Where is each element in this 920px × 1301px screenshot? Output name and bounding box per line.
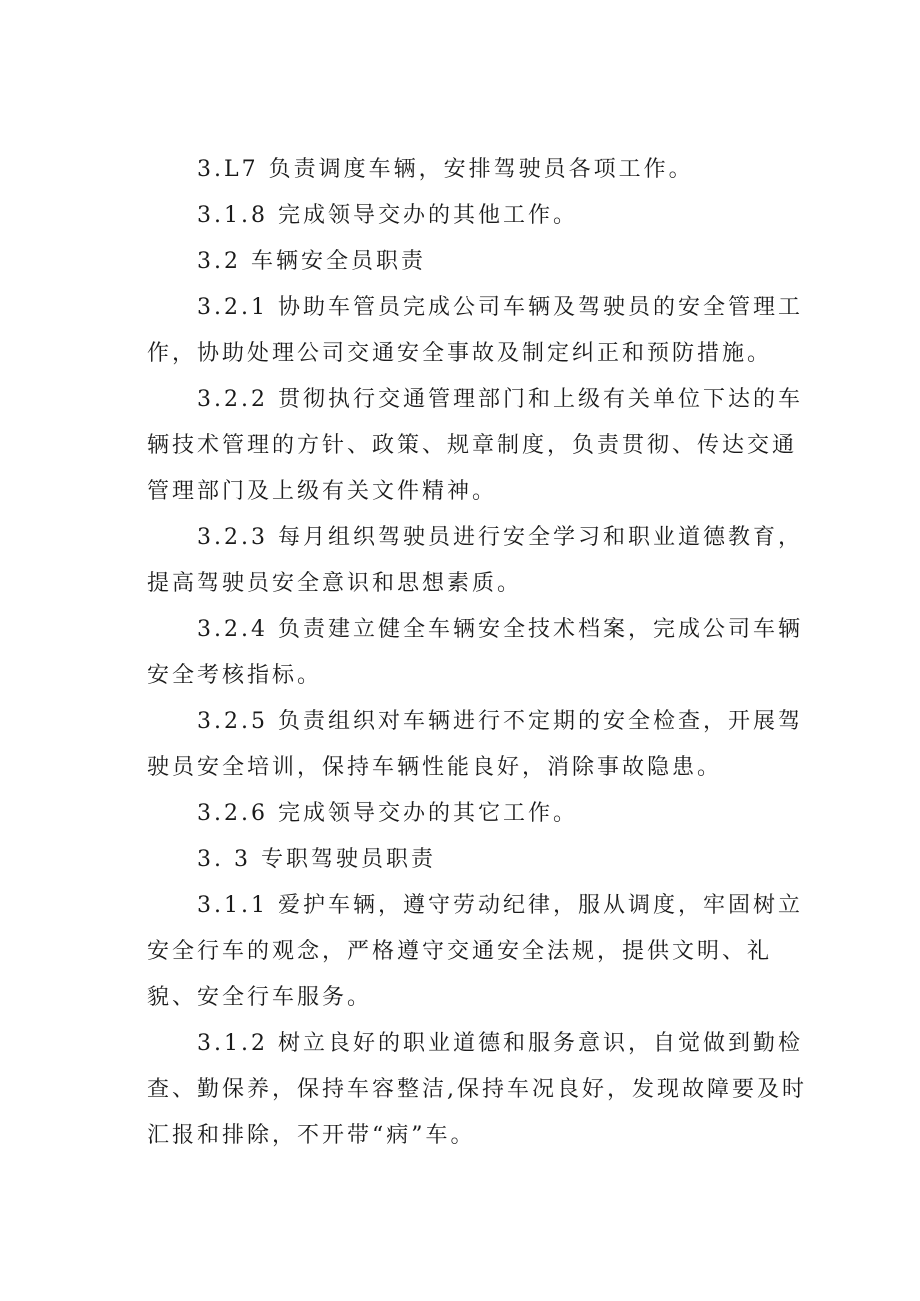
paragraph-3-2-4: 3.2.4 负责建立健全车辆安全技术档案，完成公司车辆安全考核指标。: [147, 617, 803, 688]
paragraph-3-1-1: 3.1.1 爱护车辆，遵守劳动纪律，服从调度，牢固树立安全行车的观念，严格遵守交通安全法规，提供文明、礼貌、安全行车服务。: [147, 893, 803, 1010]
section-heading-3-2: 3.2 车辆安全员职责: [197, 249, 426, 274]
paragraph-3-2-5: 3.2.5 负责组织对车辆进行不定期的安全检查，开展驾驶员安全培训，保持车辆性能良好，消除事故隐患。: [147, 709, 803, 780]
paragraph-3-2-6: 3.2.6 完成领导交办的其它工作。: [197, 801, 578, 826]
paragraph-3-1-8: 3.1.8 完成领导交办的其他工作。: [197, 203, 578, 228]
section-heading-3-3: 3. 3 专职驾驶员职责: [197, 847, 436, 872]
paragraph-3-2-3: 3.2.3 每月组织驾驶员进行安全学习和职业道德教育，提高驾驶员安全意识和思想素质。: [147, 525, 803, 596]
paragraph-3-1-7: 3.L7 负责调度车辆，安排驾驶员各项工作。: [197, 157, 694, 182]
paragraph-3-2-1: 3.2.1 协助车管员完成公司车辆及驾驶员的安全管理工作，协助处理公司交通安全事故及制定纠正和预防措施。: [147, 295, 803, 366]
paragraph-3-1-2: 3.1.2 树立良好的职业道德和服务意识，自觉做到勤检查、勤保养，保持车容整洁,保持车况良好，发现故障要及时汇报和排除，不开带“病”车。: [147, 1031, 807, 1148]
paragraph-3-2-2: 3.2.2 贯彻执行交通管理部门和上级有关单位下达的车辆技术管理的方针、政策、规章制度，负责贯彻、传达交通管理部门及上级有关文件精神。: [147, 387, 803, 504]
